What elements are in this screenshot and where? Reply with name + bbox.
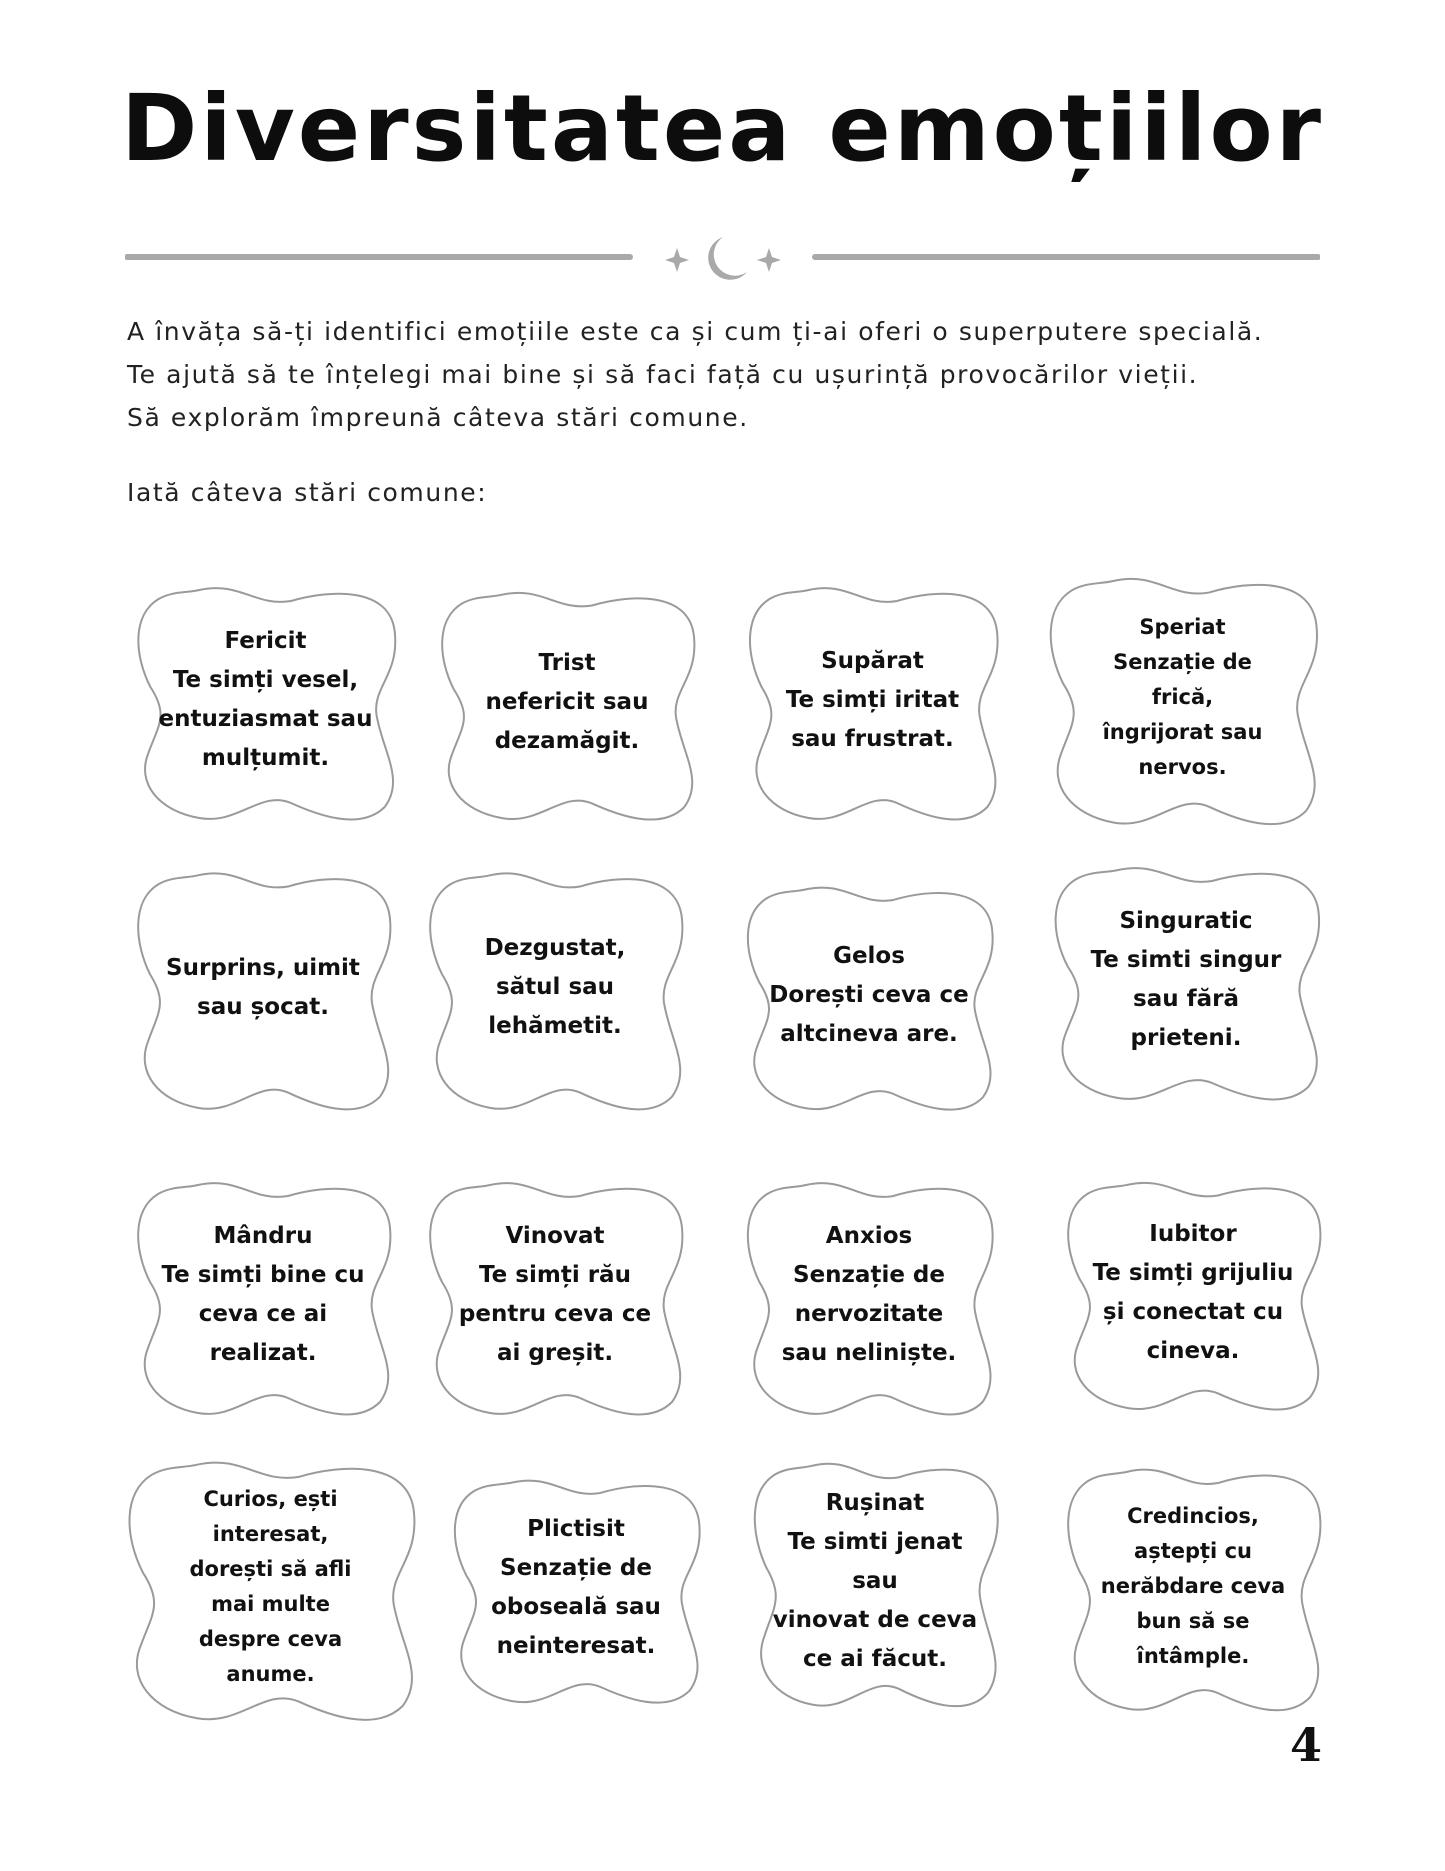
card-description-line: vinovat de ceva bbox=[772, 1606, 978, 1633]
emotion-card-curios bbox=[118, 1448, 423, 1726]
card-description-line: ce ai făcut. bbox=[803, 1645, 947, 1672]
card-description-line: altcineva are. bbox=[780, 1020, 958, 1047]
emotion-card-rușinat bbox=[745, 1450, 1005, 1712]
intro-line: Te ajută să te înțelegi mai bine și să faci față cu ușurință provocărilor vieții. bbox=[127, 360, 1199, 389]
emotion-card-iubitor bbox=[1058, 1170, 1328, 1415]
intro-line: Să explorăm împreună câteva stări comune. bbox=[127, 403, 749, 432]
card-description-line: Senzație de bbox=[1113, 650, 1252, 674]
card-title: Anxios bbox=[825, 1223, 913, 1249]
card-label bbox=[1083, 1456, 1303, 1716]
emotion-card-vinovat bbox=[420, 1170, 690, 1420]
card-title: Singuratic bbox=[1119, 908, 1253, 934]
emotion-card-fericit bbox=[128, 575, 403, 825]
card-description-line: Senzație de bbox=[793, 1262, 945, 1288]
card-title: Credincios, bbox=[1127, 1503, 1259, 1528]
card-description-line: sau șocat. bbox=[197, 993, 329, 1020]
card-title: Mândru bbox=[213, 1223, 313, 1249]
card-description-line: bun să se bbox=[1136, 1608, 1250, 1633]
title-divider bbox=[125, 232, 1320, 282]
card-label bbox=[153, 1170, 373, 1420]
card-label bbox=[1065, 565, 1300, 830]
card-label bbox=[770, 1450, 980, 1712]
moon-stars-icon bbox=[665, 237, 781, 280]
emotion-card-anxios bbox=[738, 1170, 1000, 1420]
emotion-card-plictisit bbox=[445, 1468, 707, 1708]
intro-line: A învăța să-ți identifici emoțiile este ca și cum ți-ai oferi o superputere specială. bbox=[127, 317, 1264, 346]
card-description-line: frică, bbox=[1151, 685, 1214, 709]
page-number: 4 bbox=[1290, 1718, 1323, 1772]
card-title: Vinovat bbox=[505, 1223, 605, 1249]
emotion-card-speriat bbox=[1040, 565, 1325, 830]
page-title: Diversitatea emoțiilor bbox=[120, 75, 1325, 182]
card-title: Trist bbox=[538, 650, 596, 676]
card-label bbox=[153, 575, 378, 825]
card-description-line: ceva ce ai bbox=[198, 1301, 328, 1327]
card-label bbox=[457, 580, 677, 825]
emotion-card-trist bbox=[432, 580, 702, 825]
card-title: Supărat bbox=[821, 647, 924, 674]
card-description-line: nerăbdare ceva bbox=[1100, 1573, 1286, 1598]
emotion-card-credincios bbox=[1058, 1456, 1328, 1716]
card-title: Speriat bbox=[1139, 615, 1226, 639]
card-title: Curios, ești bbox=[203, 1487, 338, 1511]
card-description-line: dorești să afli bbox=[189, 1557, 352, 1581]
card-description-line: întâmple. bbox=[1136, 1643, 1250, 1668]
card-description-line: Te simti jenat sau bbox=[787, 1528, 963, 1594]
card-description-line: Dorești ceva ce bbox=[769, 981, 969, 1008]
card-description-line: cineva. bbox=[1146, 1337, 1240, 1364]
card-label bbox=[153, 860, 373, 1115]
card-description-line: Te simți bine cu bbox=[161, 1262, 365, 1288]
card-description-line: și conectat cu bbox=[1102, 1298, 1284, 1325]
card-description-line: Te simti singur bbox=[1090, 947, 1282, 973]
card-description-line: nervos. bbox=[1138, 755, 1227, 779]
card-description-line: sau frustrat. bbox=[791, 725, 954, 752]
emotion-card-mândru bbox=[128, 1170, 398, 1420]
card-description-line: Te simți rău bbox=[479, 1262, 631, 1288]
card-description-line: despre ceva bbox=[198, 1627, 343, 1651]
emotion-card-supărat bbox=[740, 575, 1005, 825]
card-description-line: pentru ceva ce bbox=[458, 1301, 652, 1327]
emotion-card-surprins bbox=[128, 860, 398, 1115]
card-label bbox=[445, 1170, 665, 1420]
subintro-text: Iată câteva stări comune: bbox=[127, 478, 488, 507]
card-title: Rușinat bbox=[825, 1489, 925, 1516]
card-label bbox=[763, 875, 975, 1115]
card-description-line: sau neliniște. bbox=[781, 1340, 957, 1366]
card-description-line: Senzație de bbox=[500, 1555, 652, 1581]
card-title: Fericit bbox=[224, 628, 307, 654]
card-description-line: interesat, bbox=[212, 1522, 329, 1546]
card-description-line: Te simți grijuliu bbox=[1092, 1259, 1294, 1286]
card-title: Gelos bbox=[833, 942, 905, 969]
card-description-line: aștepți cu bbox=[1134, 1538, 1252, 1563]
card-description-line: nefericit sau bbox=[485, 689, 649, 715]
card-description-line: dezamăgit. bbox=[494, 728, 640, 754]
card-label bbox=[143, 1448, 398, 1726]
card-description-line: lehămetit. bbox=[488, 1013, 622, 1039]
card-description-line: neinteresat. bbox=[496, 1633, 656, 1659]
card-description-line: sau fără bbox=[1133, 986, 1239, 1012]
card-title: Dezgustat, bbox=[484, 935, 626, 961]
card-label bbox=[1083, 1170, 1303, 1415]
emotion-card-dezgustat bbox=[420, 860, 690, 1115]
emotion-card-singuratic bbox=[1045, 855, 1327, 1105]
card-description-line: prieteni. bbox=[1130, 1025, 1242, 1051]
card-title: Iubitor bbox=[1149, 1220, 1237, 1247]
card-description-line: Te simți vesel, bbox=[172, 667, 359, 693]
card-label bbox=[765, 575, 980, 825]
card-description-line: mai multe bbox=[211, 1592, 330, 1616]
card-title: Plictisit bbox=[527, 1516, 625, 1542]
intro-paragraph bbox=[127, 310, 1327, 439]
card-description-line: Te simți iritat bbox=[785, 686, 960, 713]
card-title: Surprins, uimit bbox=[166, 954, 360, 981]
emotion-card-gelos bbox=[738, 875, 1000, 1115]
card-description-line: entuziasmat sau bbox=[158, 706, 373, 732]
card-description-line: nervozitate bbox=[794, 1301, 944, 1327]
card-description-line: realizat. bbox=[209, 1340, 317, 1366]
card-description-line: oboseală sau bbox=[491, 1594, 661, 1620]
card-label bbox=[445, 860, 665, 1115]
card-label bbox=[1070, 855, 1302, 1105]
card-description-line: ai greșit. bbox=[496, 1340, 614, 1366]
card-description-line: sătul sau bbox=[495, 974, 615, 1000]
card-description-line: îngrijorat sau bbox=[1102, 720, 1263, 744]
card-description-line: mulțumit. bbox=[201, 745, 330, 771]
card-description-line: anume. bbox=[226, 1662, 315, 1686]
card-label bbox=[763, 1170, 975, 1420]
card-label bbox=[470, 1468, 682, 1708]
